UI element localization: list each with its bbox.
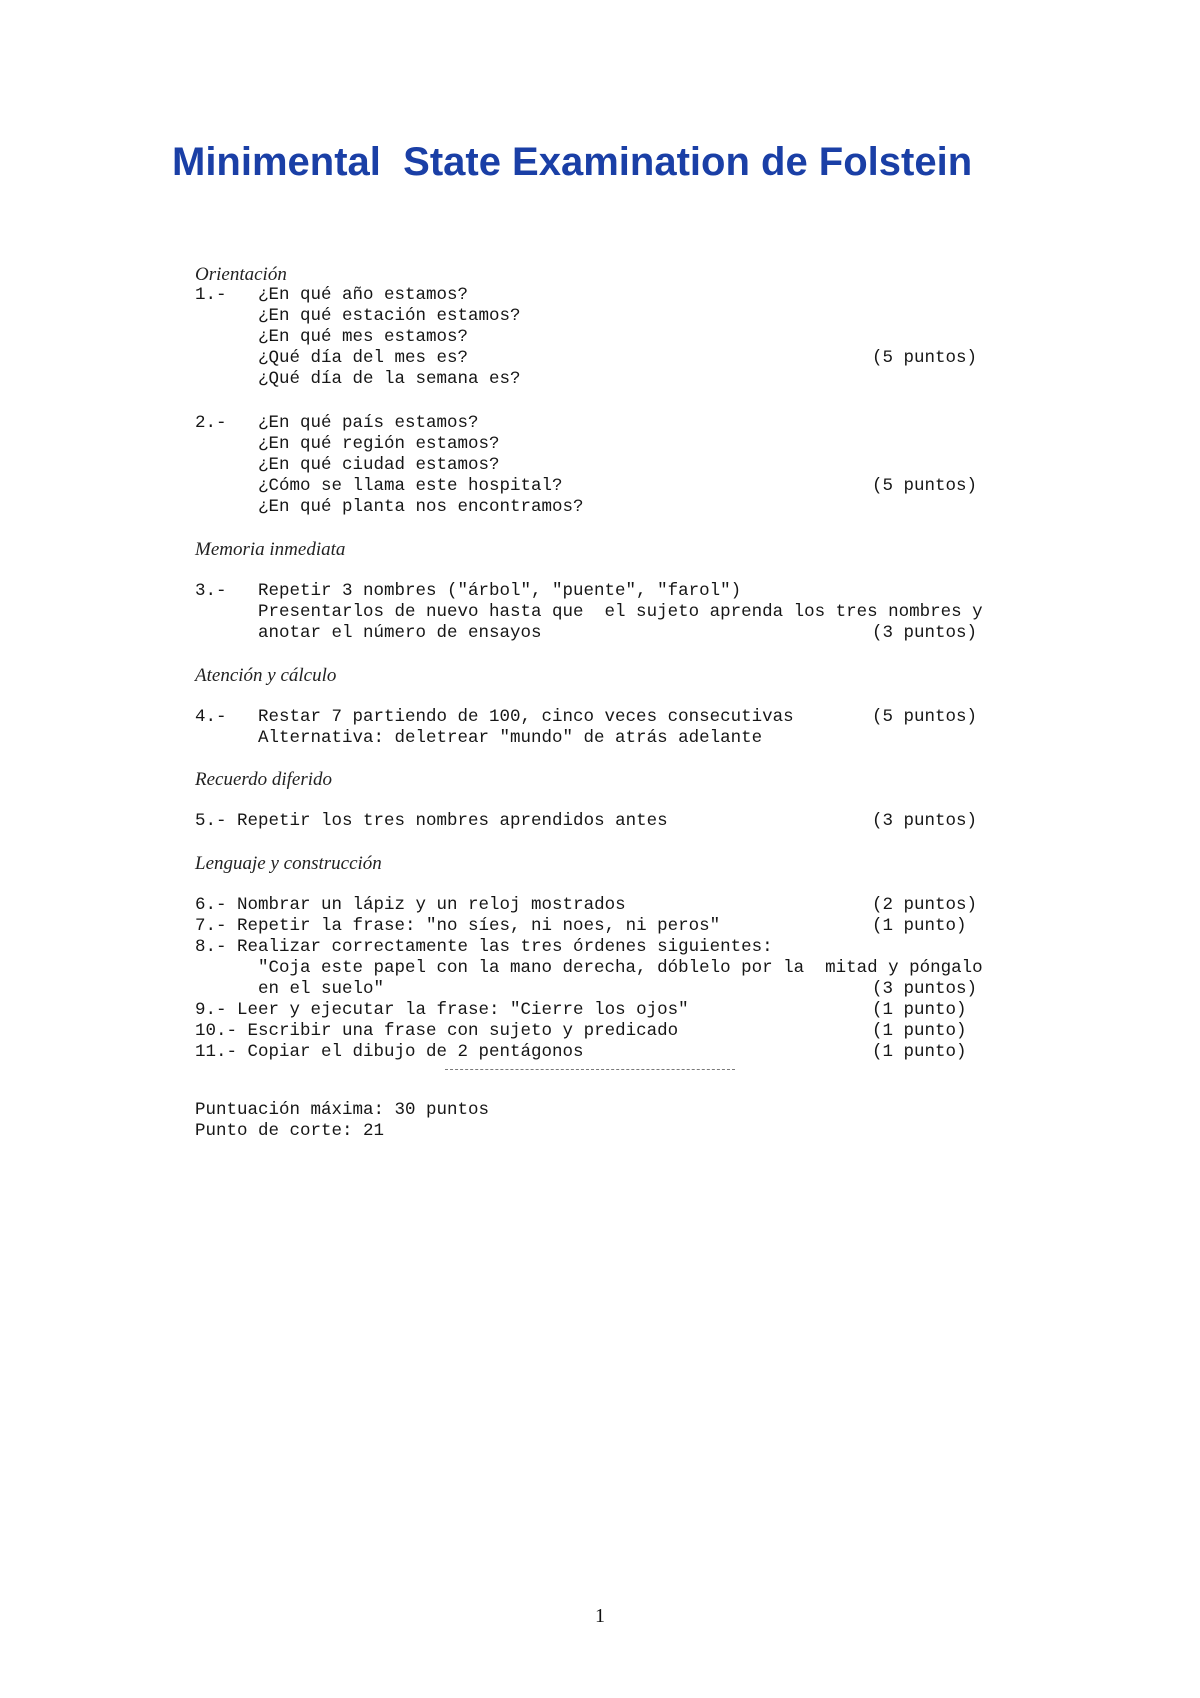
question-line: ¿Qué día del mes es? [258, 348, 469, 368]
item-text: 11.- Copiar el dibujo de 2 pentágonos [195, 1042, 584, 1062]
item-text: 10.- Escribir una frase con sujeto y predicado [195, 1021, 679, 1041]
points-label: (5 puntos) [872, 348, 978, 368]
question-line: ¿Cómo se llama este hospital? [258, 476, 563, 496]
question-line: ¿Qué día de la semana es? [258, 369, 521, 389]
question-line: ¿En qué ciudad estamos? [258, 455, 500, 475]
points-label: (2 puntos) [872, 895, 978, 915]
document-title: Minimental State Examination de Folstein [172, 140, 973, 184]
item-text: 7.- Repetir la frase: "no síes, ni noes, ni peros" [195, 916, 721, 936]
item-text-continuation: en el suelo" [258, 979, 385, 999]
points-label: (5 puntos) [872, 476, 978, 496]
question-line: ¿En qué año estamos? [258, 285, 469, 305]
item-text: 5.- Repetir los tres nombres aprendidos antes [195, 811, 668, 831]
points-label: (1 punto) [872, 1021, 967, 1041]
question-line: ¿En qué mes estamos? [258, 327, 469, 347]
section-heading-lenguaje: Lenguaje y construcción [195, 853, 382, 874]
question-line: ¿En qué estación estamos? [258, 306, 521, 326]
section-heading-memoria: Memoria inmediata [195, 539, 346, 560]
points-label: (1 punto) [872, 1042, 967, 1062]
total-rule-divider [445, 1069, 735, 1070]
question-line: Restar 7 partiendo de 100, cinco veces consecutivas [258, 707, 794, 727]
section-heading-orientacion: Orientación [195, 264, 287, 285]
item-text: 6.- Nombrar un lápiz y un reloj mostrados [195, 895, 626, 915]
points-label: (3 puntos) [872, 979, 978, 999]
points-label: (1 punto) [872, 916, 967, 936]
question-line: Presentarlos de nuevo hasta que el sujeto aprenda los tres nombres y [258, 602, 983, 622]
question-line: Repetir 3 nombres ("árbol", "puente", "farol") [258, 581, 742, 601]
page-number: 1 [595, 1605, 605, 1627]
points-label: (3 puntos) [872, 623, 978, 643]
question-line: anotar el número de ensayos [258, 623, 542, 643]
points-label: (5 puntos) [872, 707, 978, 727]
question-line: Alternativa: deletrear "mundo" de atrás adelante [258, 728, 763, 748]
points-label: (1 punto) [872, 1000, 967, 1020]
item-text: 8.- Realizar correctamente las tres órdenes siguientes: [195, 937, 773, 957]
question-line: ¿En qué región estamos? [258, 434, 500, 454]
item-number: 4.- [195, 707, 227, 727]
max-score-text: Puntuación máxima: 30 puntos [195, 1100, 490, 1120]
item-text-continuation: "Coja este papel con la mano derecha, dóblelo por la mitad y póngalo [258, 958, 983, 978]
item-text: 9.- Leer y ejecutar la frase: "Cierre los ojos" [195, 1000, 689, 1020]
question-line: ¿En qué país estamos? [258, 413, 479, 433]
section-heading-atencion: Atención y cálculo [195, 665, 337, 686]
item-number: 1.- [195, 285, 227, 305]
item-number: 3.- [195, 581, 227, 601]
item-number: 2.- [195, 413, 227, 433]
cutoff-score-text: Punto de corte: 21 [195, 1121, 385, 1141]
points-label: (3 puntos) [872, 811, 978, 831]
section-heading-recuerdo: Recuerdo diferido [195, 769, 333, 790]
question-line: ¿En qué planta nos encontramos? [258, 497, 584, 517]
